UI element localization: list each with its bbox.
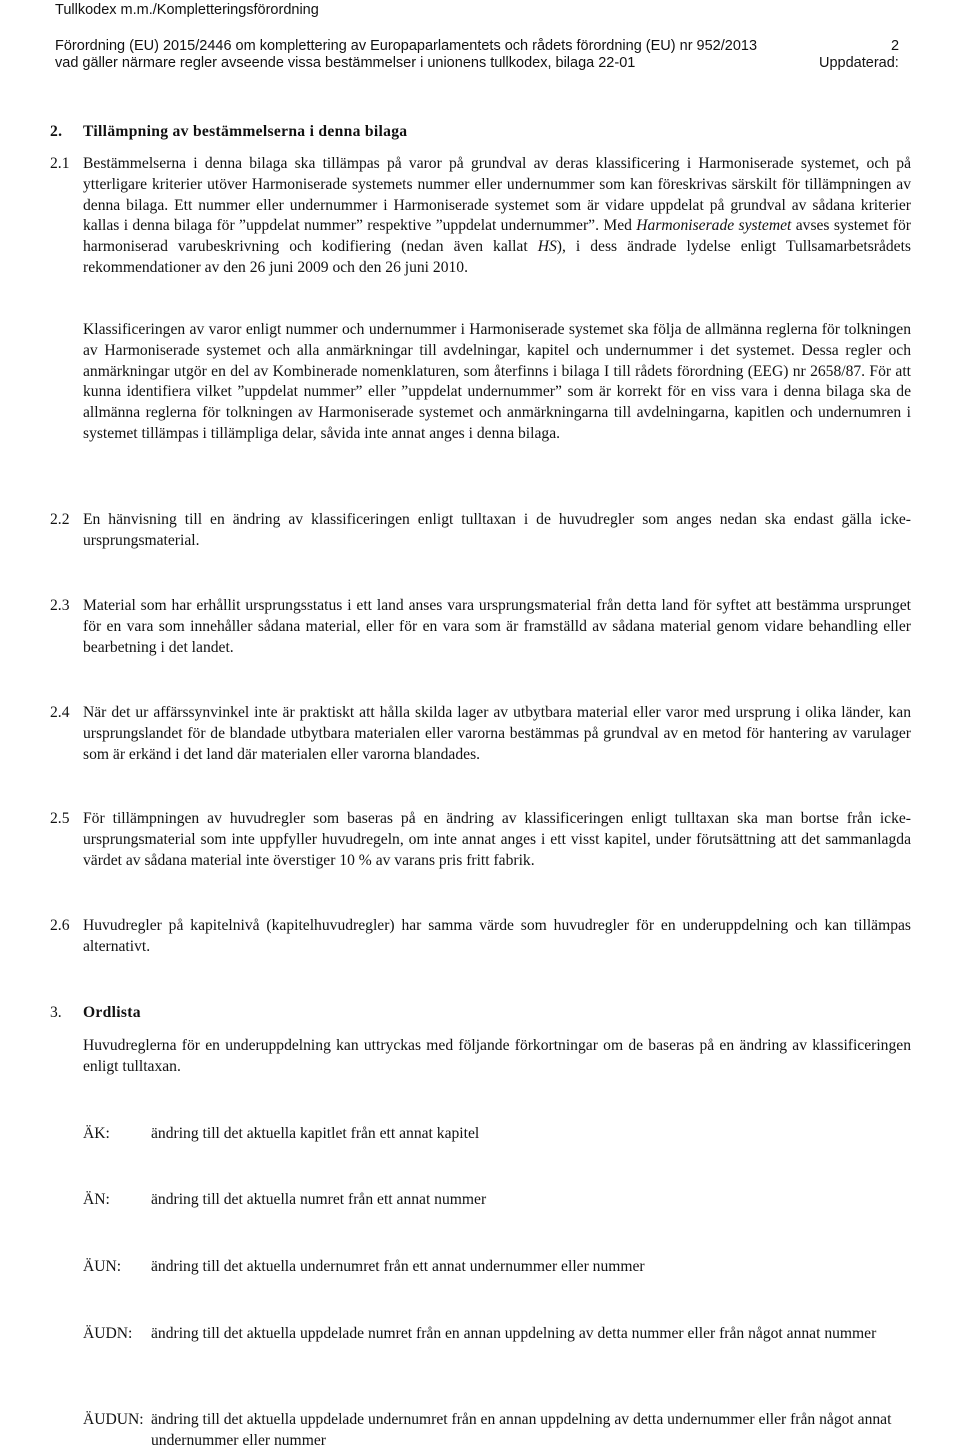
glossary-abbr: ÄUDUN: bbox=[83, 1411, 144, 1428]
page-number: 2 bbox=[891, 38, 900, 54]
hs-italic-term: Harmoniserade systemet bbox=[636, 217, 792, 235]
paragraph-2-2: En hänvisning till en ändring av klassificeringen enligt tulltaxan i de huvudregler som anges nedan ska endast gälla icke-ursprungsmaterial. bbox=[83, 511, 911, 549]
glossary-abbr: ÄUN: bbox=[83, 1258, 122, 1275]
paragraph-number: 2.3 bbox=[50, 597, 70, 614]
section-number: 2. bbox=[50, 123, 63, 140]
glossary-abbr: ÄUDN: bbox=[83, 1325, 133, 1342]
paragraph-2-1: Bestämmelserna i denna bilaga ska tillämpas på varor på grundval av deras klassificering i Harmoniserade systemet, och på ytterligare kriterier utöver Harmoniserade systemets nummer eller undernummer som kan föreskrivas särskilt för tillämpningen av denna bilaga. Ett nummer eller undernummer i Harmoniserade systemet som är vidare uppdelat på grundval av sådana kriterier kallas i denna bilaga för ”uppdelat nummer” respektive ”uppdelat undernummer”. Med Harmoniserade systemet avses systemet för harmoniserad varubeskrivning och kodifiering (nedan även kallat HS), i dess ändrade lydelse enligt Tullsamarbetsrådets rekommendationer av den 26 juni 2009 och den 26 juni 2010. bbox=[83, 155, 912, 276]
glossary-definition: ändring till det aktuella uppdelade numret från en annan uppdelning av detta nummer eller från något annat nummer bbox=[151, 1325, 877, 1342]
paragraph-number: 2.1 bbox=[50, 155, 70, 172]
paragraph-number: 2.2 bbox=[50, 511, 70, 528]
breadcrumb: Tullkodex m.m./Kompletteringsförordning bbox=[55, 2, 319, 18]
document-title-line2: vad gäller närmare regler avseende vissa bestämmelser i unionens tullkodex, bilaga 22-01 bbox=[55, 55, 636, 71]
glossary-abbr: ÄK: bbox=[83, 1125, 110, 1142]
section-number: 3. bbox=[50, 1004, 62, 1021]
paragraph-2-6: Huvudregler på kapitelnivå (kapitelhuvudregler) har samma värde som huvudregler för en underuppdelning och kan tillämpas alternativt. bbox=[83, 917, 911, 955]
glossary-abbr: ÄN: bbox=[83, 1191, 110, 1208]
paragraph-2-4: När det ur affärssynvinkel inte är praktiskt att hålla skilda lager av utbytbara material eller varor med ursprung i olika länder, kan ursprungslandet för de blandade utbytbara materialen eller varorna bestämmas på grundval av en metod för hantering av varulager som är erkänd i det land där materialen eller varorna blandades. bbox=[83, 704, 911, 763]
paragraph-2-3: Material som har erhållit ursprungsstatus i ett land anses vara ursprungsmaterial från detta land för syftet att bestämma ursprunget för en vara som innehåller sådana material, eller för en vara som är framställd av sådana material genom vidare behandling eller bearbetning i det landet. bbox=[83, 597, 911, 656]
updated-label: Uppdaterad: bbox=[819, 55, 899, 71]
section-title: Tillämpning av bestämmelserna i denna bilaga bbox=[83, 123, 408, 140]
paragraph-2-5: För tillämpningen av huvudregler som baseras på en ändring av klassificeringen enligt tulltaxan ska man bortse från icke-ursprungsmaterial som inte uppfyller huvudregeln, om inte annat anges i ett visst kapitel, under förutsättning att det sammanlagda värdet av sådana material inte överstiger 10 % av varans pris fritt fabrik. bbox=[83, 810, 911, 869]
hs-abbreviation: HS bbox=[537, 238, 557, 256]
glossary-intro: Huvudreglerna för en underuppdelning kan uttryckas med följande förkortningar om de baseras på en ändring av klassificeringen enligt tulltaxan. bbox=[83, 1037, 911, 1075]
paragraph-number: 2.5 bbox=[50, 810, 70, 827]
section-title: Ordlista bbox=[83, 1004, 141, 1021]
paragraph-number: 2.4 bbox=[50, 704, 70, 721]
paragraph-number: 2.6 bbox=[50, 917, 70, 934]
glossary-definition: ändring till det aktuella undernumret från ett annat undernummer eller nummer bbox=[151, 1258, 645, 1275]
glossary-definition: ändring till det aktuella kapitlet från ett annat kapitel bbox=[151, 1125, 480, 1142]
glossary-definition: ändring till det aktuella numret från ett annat nummer bbox=[151, 1191, 487, 1208]
paragraph-2-1-classification: Klassificeringen av varor enligt nummer och undernummer i Harmoniserade systemet ska följa de allmänna reglerna för tolkningen av Harmoniserade systemet och alla anmärkningar till avdelningar, kapitel och undernummer i det systemet. Dessa regler och anmärkningar utgör en del av Kombinerade nomenklaturen, som återfinns i bilaga I till rådets förordning (EEG) nr 2658/87. För att kunna identifiera vilket ”uppdelat nummer” eller ”uppdelat undernummer” som är korrekt för en viss vara i denna bilaga ska de allmänna reglerna för tolkningen av Harmoniserade systemet och anmärkningarna till avdelningarna, kapitlen och undernumren i systemet tillämpas i tillämpliga delar, såvida inte annat anges i denna bilaga. bbox=[83, 321, 911, 442]
document-title-line1: Förordning (EU) 2015/2446 om komplettering av Europaparlamentets och rådets förordning (EU) nr 952/2013 bbox=[55, 38, 758, 54]
glossary-definition: ändring till det aktuella uppdelade undernumret från en annan uppdelning av detta undernummer eller från något annat undernummer eller nummer bbox=[151, 1411, 892, 1449]
